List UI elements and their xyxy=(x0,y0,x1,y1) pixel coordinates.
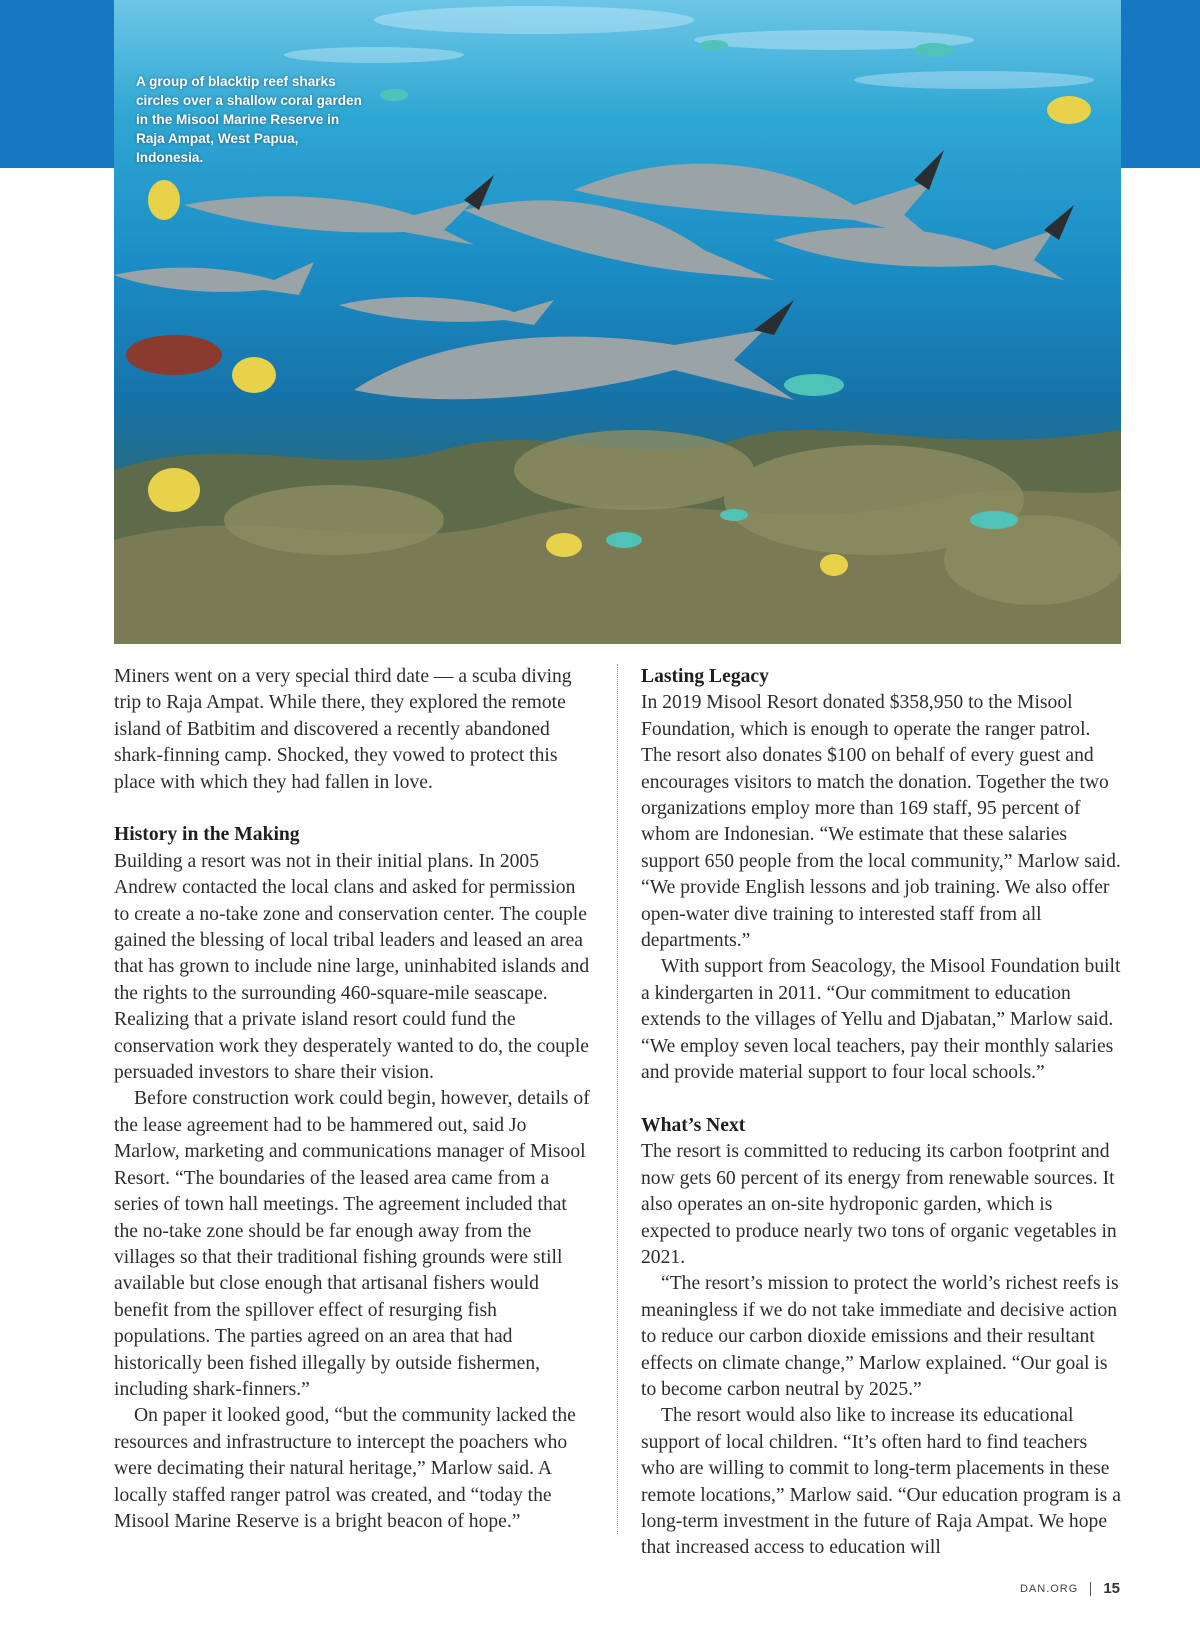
footer-site-link[interactable]: DAN.ORG xyxy=(1019,1582,1079,1595)
right-column xyxy=(641,664,1123,1562)
body-paragraph: In 2019 Misool Resort donated $358,950 to the Misool Foundation, which is enough to operate the ranger patrol. The resort also donates $100 on behalf of every guest and encourages visitors to match the donation. Together the two organizations employ more than 169 staff, 95 percent of whom are Indonesian. “We estimate that these salaries support 650 people from the local community,” Marlow said. “We provide English lessons and job training. We also offer open-water dive training to interested staff from all departments.” xyxy=(641,692,1121,952)
column-divider xyxy=(617,664,618,1534)
footer-separator xyxy=(1090,1582,1091,1596)
intro-paragraph: Miners went on a very special third date — a scuba diving trip to Raja Ampat. While there, they explored the remote island of Batbitim and discovered a recently abandoned shark-finning camp. Shocked, they vowed to protect this place with which they had fallen in love. xyxy=(114,666,572,793)
body-paragraph: On paper it looked good, “but the community lacked the resources and infrastructure to intercept the poachers who were decimating their natural heritage,” Marlow said. A locally staffed ranger patrol was created, and “today the Misool Marine Reserve is a bright beacon of hope.” xyxy=(114,1405,576,1532)
body-paragraph: With support from Seacology, the Misool Foundation built a kindergarten in 2011. “Our commitment to education extends to the villages of Yellu and Djabatan,” Marlow said. “We employ seven local teachers, pay their monthly salaries and provide material support to four local schools.” xyxy=(641,956,1121,1084)
photo-caption: A group of blacktip reef sharks circles over a shallow coral garden in the Misool Marine Reserve in Raja Ampat, West Papua, Indonesia. xyxy=(136,74,362,165)
page-footer xyxy=(1020,1580,1120,1597)
body-paragraph: The resort is committed to reducing its carbon footprint and now gets 60 percent of its energy from renewable sources. It also operates an on-site hydroponic garden, which is expected to produce nearly two tons of organic vegetables in 2021. xyxy=(641,1141,1117,1268)
photo-credit: ALEX MUSTARD xyxy=(1125,529,1136,634)
section-heading-history: History in the Making xyxy=(114,824,300,846)
body-paragraph: The resort would also like to increase its educational support of local children. “It’s often hard to find teachers who are willing to commit to long-term placements in these remote locations,” Marlow said. “Our education program is a long-term investment in the future of Raja Ampat. We hope that increased access to education will xyxy=(641,1405,1121,1559)
section-heading-whats-next: What’s Next xyxy=(641,1114,746,1136)
body-paragraph: Before construction work could begin, however, details of the lease agreement had to be hammered out, said Jo Marlow, marketing and communications manager of Misool Resort. “The boundaries of the leased area came from a series of town hall meetings. The agreement included that the no-take zone should be far enough away from the villages so that their traditional fishing grounds were still available but close enough that artisanal fishers would benefit from the spillover effect of resurging fish populations. The parties agreed on an area that had historically been fished illegally by outside fishermen, including shark-finners.” xyxy=(114,1088,590,1400)
body-paragraph: Building a resort was not in their initial plans. In 2005 Andrew contacted the local clans and asked for permission to create a no-take zone and conservation center. The couple gained the blessing of local tribal leaders and leased an area that has grown to include nine large, uninhabited islands and the rights to the surrounding 460-square-mile seascape. Realizing that a private island resort could fund the conservation work they desperately wanted to do, the couple persuaded investors to share their vision. xyxy=(114,850,590,1084)
section-heading-lasting-legacy: Lasting Legacy xyxy=(641,666,769,687)
body-paragraph: “The resort’s mission to protect the world’s richest reefs is meaningless if we do not take immediate and decisive action to reduce our carbon dioxide emissions and their resultant effects on climate change,” Marlow explained. “Our goal is to become carbon neutral by 2025.” xyxy=(641,1273,1119,1400)
left-column xyxy=(114,664,594,1535)
page-number: 15 xyxy=(1103,1580,1120,1597)
